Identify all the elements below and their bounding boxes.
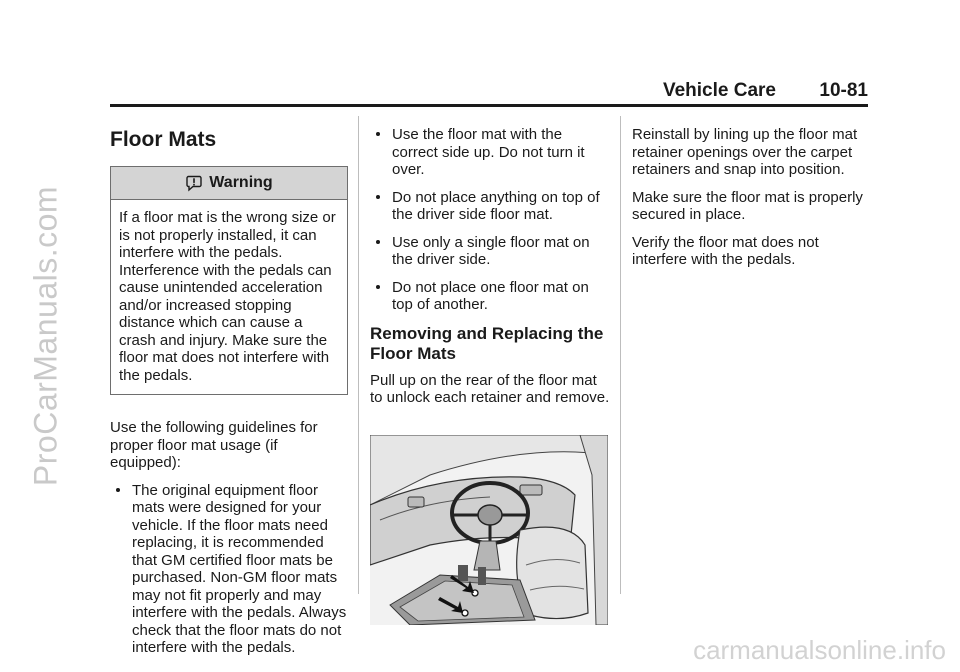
warning-icon bbox=[185, 174, 203, 192]
floor-mat-illustration bbox=[370, 435, 608, 625]
warning-text: If a floor mat is the wrong size or is not properly installed, it can interfere with the pedals. Interference with the pedals can cause unintended acceleration and/or increased stopping distance which can cause a crash and injury. Make sure the floor mat does not interfere with the pedals. bbox=[119, 209, 336, 384]
column-divider-1 bbox=[358, 116, 359, 594]
list-item: Do not place anything on top of the driver side floor mat. bbox=[370, 189, 610, 224]
guidelines-list bbox=[110, 482, 348, 657]
warning-title: Warning bbox=[209, 174, 273, 192]
bottom-watermark: carmanualsonline.info bbox=[693, 635, 946, 665]
list-item: The original equipment floor mats were designed for your vehicle. If the floor mats need replacing, it is recommended that GM certified floor mats be purchased. Non-GM floor mats may not fit properly and may interfere with the pedals. Always check that the floor mats do not interfere with the pedals. bbox=[110, 482, 348, 657]
warning-box bbox=[110, 166, 348, 395]
list-item: Use the floor mat with the correct side up. Do not turn it over. bbox=[370, 126, 610, 179]
guidelines-list-continued bbox=[370, 126, 610, 314]
page-number: 10-81 bbox=[819, 80, 868, 101]
column-3 bbox=[632, 126, 868, 279]
list-item: Use only a single floor mat on the driver side. bbox=[370, 234, 610, 269]
section-title: Vehicle Care bbox=[662, 80, 776, 101]
column-divider-2 bbox=[620, 116, 621, 594]
warning-header bbox=[111, 167, 347, 200]
reinstall-paragraph: Reinstall by lining up the floor mat retainer openings over the carpet retainers and snap into position. bbox=[632, 126, 858, 178]
verify-paragraph: Verify the floor mat does not interfere with the pedals. bbox=[632, 233, 819, 268]
removal-paragraph: Pull up on the rear of the floor mat to unlock each retainer and remove. bbox=[370, 371, 610, 406]
list-item: Do not place one floor mat on top of another. bbox=[370, 279, 610, 314]
page-title: Floor Mats bbox=[110, 128, 217, 151]
page-header bbox=[110, 80, 868, 107]
secure-paragraph: Make sure the floor mat is properly secured in place. bbox=[632, 188, 863, 223]
side-watermark: ProCarManuals.com bbox=[27, 185, 64, 487]
intro-paragraph: Use the following guidelines for proper floor mat usage (if equipped): bbox=[110, 419, 318, 471]
section-heading: Removing and Replacing the Floor Mats bbox=[370, 323, 604, 363]
column-2 bbox=[370, 126, 610, 629]
column-1 bbox=[110, 128, 348, 667]
